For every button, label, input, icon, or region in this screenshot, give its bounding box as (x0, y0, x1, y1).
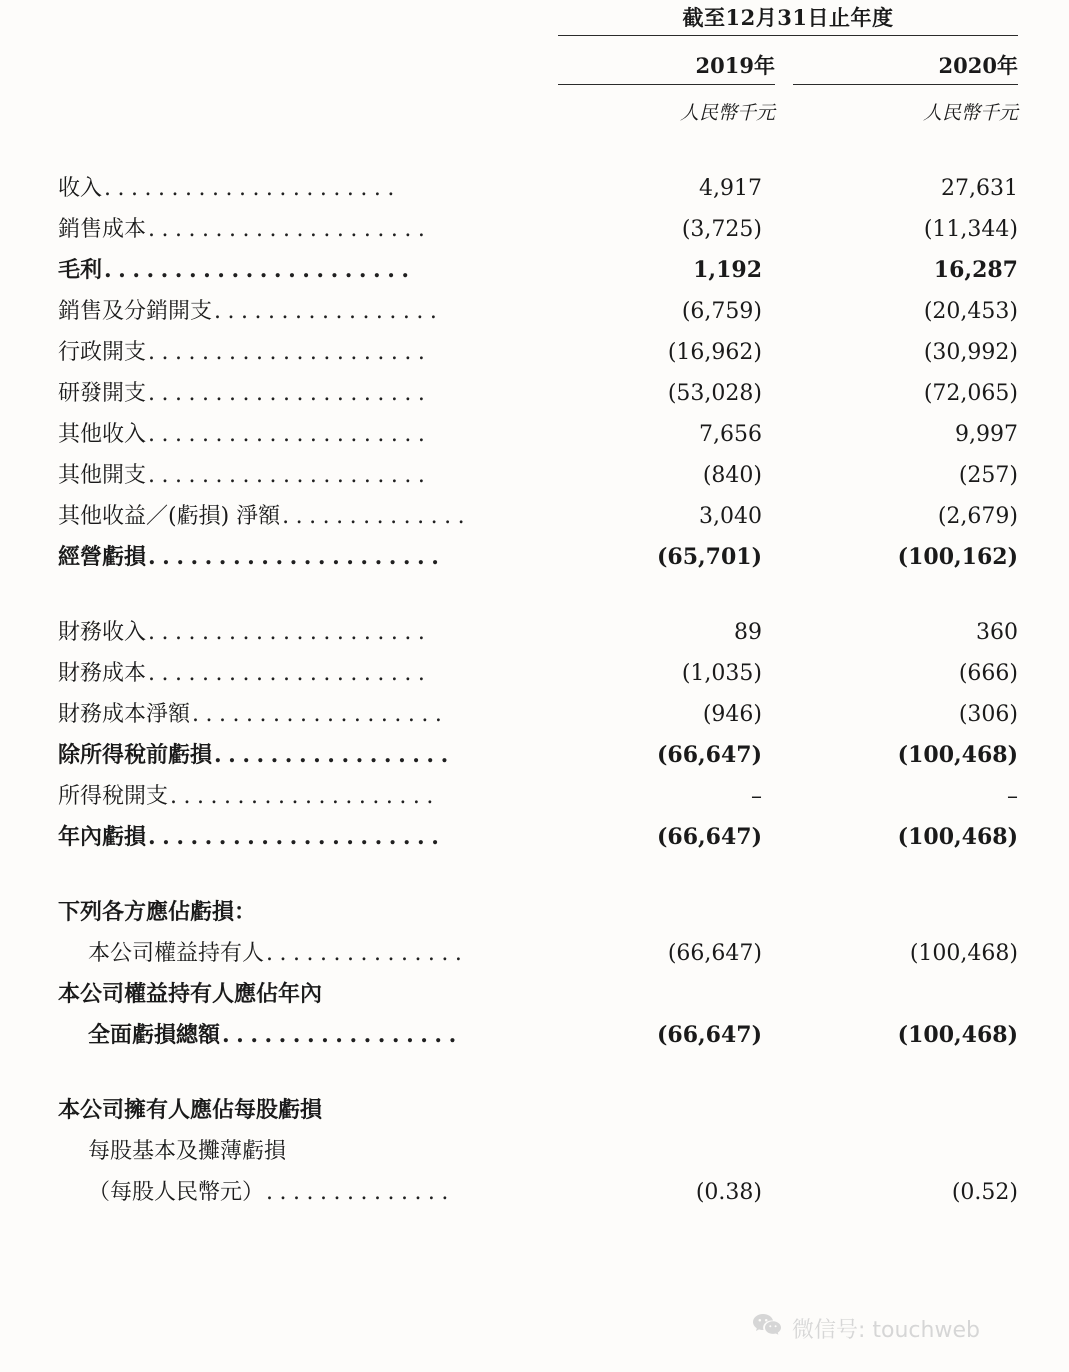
value-cell-2020: (20,453) (923, 299, 1018, 324)
leader-dots: ................... (192, 702, 449, 727)
table-row (0, 694, 1069, 735)
value-cell-2019: (65,701) (656, 544, 762, 570)
row-label: 本公司權益持有人 (88, 941, 265, 966)
period-title: 截至12月31日止年度 (682, 5, 894, 30)
table-row (0, 817, 1069, 858)
row-label: 每股基本及攤薄虧損 (88, 1139, 287, 1164)
row-label: 財務成本淨額 (58, 702, 191, 727)
value-cell-2020: (100,468) (897, 1022, 1018, 1048)
table-row (0, 735, 1069, 776)
value-cell-2019 (545, 974, 782, 1015)
value-cell-2020: (72,065) (923, 381, 1018, 406)
row-label-cell (0, 168, 545, 209)
table-row (0, 1131, 1069, 1172)
row-label-cell (0, 373, 545, 414)
table-row (0, 974, 1069, 1015)
leader-dots: ............... (266, 941, 469, 966)
header-rule-2020 (793, 84, 1018, 85)
leader-dots: ..................... (148, 824, 446, 850)
table-row (0, 1015, 1069, 1056)
value-cell-2020 (782, 1131, 1069, 1172)
row-label-cell (0, 1172, 545, 1213)
row-label-cell (0, 1131, 545, 1172)
row-label: 其他開支 (58, 463, 147, 488)
table-row (0, 291, 1069, 332)
value-cell-2020: (2,679) (937, 504, 1018, 529)
table-row (0, 332, 1069, 373)
header-rule-top (558, 35, 1018, 36)
value-cell-2020 (782, 974, 1069, 1015)
watermark-text: 微信号: touchweb (792, 1317, 980, 1343)
spacer-cell (0, 578, 1069, 612)
leader-dots: ................. (222, 1022, 463, 1048)
row-label-cell (0, 735, 545, 776)
row-label-cell (0, 209, 545, 250)
value-cell-2020: (100,468) (909, 941, 1018, 966)
table-row (0, 455, 1069, 496)
row-label-cell (0, 817, 545, 858)
row-label: 下列各方應佔虧損： (58, 899, 257, 925)
value-cell-2020: 16,287 (933, 257, 1018, 283)
row-label-cell (0, 1015, 545, 1056)
value-cell-2020: (11,344) (923, 217, 1018, 242)
leader-dots: ...................... (104, 176, 401, 201)
column-header-year-2019: 2019年 (695, 53, 775, 78)
income-statement-table (0, 168, 1069, 1213)
value-cell-2019: 3,040 (699, 504, 762, 529)
table-row (0, 1172, 1069, 1213)
row-label: 行政開支 (58, 340, 147, 365)
value-cell-2020: (306) (958, 702, 1018, 727)
row-label-cell (0, 892, 545, 933)
value-cell-2019: (66,647) (656, 824, 762, 850)
row-label-cell (0, 537, 545, 578)
row-label-cell (0, 455, 545, 496)
row-label: 銷售及分銷開支 (58, 299, 213, 324)
table-spacer-row (0, 1056, 1069, 1090)
leader-dots: ..................... (148, 381, 432, 406)
row-label: 經營虧損 (58, 544, 147, 570)
row-label-cell (0, 496, 545, 537)
table-row (0, 537, 1069, 578)
row-label-cell (0, 1090, 545, 1131)
value-cell-2020: 360 (976, 620, 1018, 645)
table-row (0, 653, 1069, 694)
row-label: 財務成本 (58, 661, 147, 686)
leader-dots: ................. (214, 299, 444, 324)
value-cell-2019: – (751, 784, 762, 809)
leader-dots: ..................... (148, 463, 432, 488)
value-cell-2019: (6,759) (681, 299, 762, 324)
table-row (0, 373, 1069, 414)
column-unit-2020: 人民幣千元 (922, 102, 1018, 124)
leader-dots: ..................... (148, 340, 432, 365)
row-label: 其他收益／(虧損) 淨額 (58, 504, 281, 529)
value-cell-2020: 27,631 (941, 176, 1018, 201)
row-label: 所得稅開支 (58, 784, 169, 809)
row-label-cell (0, 332, 545, 373)
table-row (0, 1090, 1069, 1131)
row-label-cell (0, 933, 545, 974)
leader-dots: ..................... (148, 661, 432, 686)
table-row (0, 496, 1069, 537)
table-spacer-row (0, 858, 1069, 892)
leader-dots: ..................... (148, 544, 446, 570)
header-rule-2019 (558, 84, 775, 85)
row-label-cell (0, 776, 545, 817)
value-cell-2020: (30,992) (923, 340, 1018, 365)
leader-dots: .................... (170, 784, 440, 809)
value-cell-2020: (100,162) (897, 544, 1018, 570)
row-label: 收入 (58, 176, 103, 201)
row-label: 毛利 (58, 257, 103, 283)
table-row (0, 250, 1069, 291)
table-row (0, 933, 1069, 974)
row-label: 除所得稅前虧損 (58, 742, 213, 768)
column-unit-2019: 人民幣千元 (679, 102, 775, 124)
table-row (0, 612, 1069, 653)
value-cell-2019: 89 (734, 620, 762, 645)
value-cell-2020: (257) (958, 463, 1018, 488)
value-cell-2019: (3,725) (681, 217, 762, 242)
value-cell-2019 (545, 1090, 782, 1131)
table-row (0, 209, 1069, 250)
leader-dots: .............. (266, 1180, 455, 1205)
row-label: 全面虧損總額 (88, 1022, 221, 1048)
row-label-cell (0, 291, 545, 332)
wechat-icon (752, 1312, 782, 1344)
row-label: 本公司權益持有人應佔年內 (58, 981, 323, 1007)
row-label: （每股人民幣元） (88, 1180, 265, 1205)
column-header-year-2020: 2020年 (938, 53, 1018, 78)
row-label: 研發開支 (58, 381, 147, 406)
value-cell-2019: (840) (702, 463, 762, 488)
table-body (0, 168, 1069, 1213)
value-cell-2020 (782, 892, 1069, 933)
value-cell-2019: (66,647) (656, 742, 762, 768)
row-label: 本公司擁有人應佔每股虧損 (58, 1097, 323, 1123)
table-row (0, 168, 1069, 209)
row-label: 銷售成本 (58, 217, 147, 242)
row-label-cell (0, 250, 545, 291)
value-cell-2019: (946) (702, 702, 762, 727)
row-label: 其他收入 (58, 422, 147, 447)
value-cell-2019: (66,647) (667, 941, 762, 966)
value-cell-2020: 9,997 (955, 422, 1018, 447)
value-cell-2020: (666) (958, 661, 1018, 686)
row-label-cell (0, 612, 545, 653)
value-cell-2019: 1,192 (693, 257, 762, 283)
value-cell-2020: (100,468) (897, 742, 1018, 768)
table-row (0, 776, 1069, 817)
leader-dots: ................. (214, 742, 455, 768)
value-cell-2020: – (1007, 784, 1018, 809)
leader-dots: ..................... (148, 217, 432, 242)
value-cell-2019: (1,035) (681, 661, 762, 686)
row-label: 財務收入 (58, 620, 147, 645)
value-cell-2019: 7,656 (699, 422, 762, 447)
value-cell-2019: (0.38) (695, 1180, 762, 1205)
value-cell-2020: (0.52) (951, 1180, 1018, 1205)
spacer-cell (0, 858, 1069, 892)
value-cell-2019 (545, 892, 782, 933)
leader-dots: ..................... (148, 620, 432, 645)
row-label-cell (0, 414, 545, 455)
value-cell-2019: (53,028) (667, 381, 762, 406)
value-cell-2019 (545, 1131, 782, 1172)
value-cell-2019: (16,962) (667, 340, 762, 365)
leader-dots: ..................... (148, 422, 432, 447)
spacer-cell (0, 1056, 1069, 1090)
row-label-cell (0, 974, 545, 1015)
row-label: 年內虧損 (58, 824, 147, 850)
table-row (0, 892, 1069, 933)
table-spacer-row (0, 578, 1069, 612)
value-cell-2020: (100,468) (897, 824, 1018, 850)
row-label-cell (0, 694, 545, 735)
leader-dots: ...................... (104, 257, 416, 283)
row-label-cell (0, 653, 545, 694)
table-row (0, 414, 1069, 455)
value-cell-2020 (782, 1090, 1069, 1131)
value-cell-2019: (66,647) (656, 1022, 762, 1048)
watermark (752, 1312, 980, 1344)
value-cell-2019: 4,917 (699, 176, 762, 201)
leader-dots: .............. (282, 504, 472, 529)
